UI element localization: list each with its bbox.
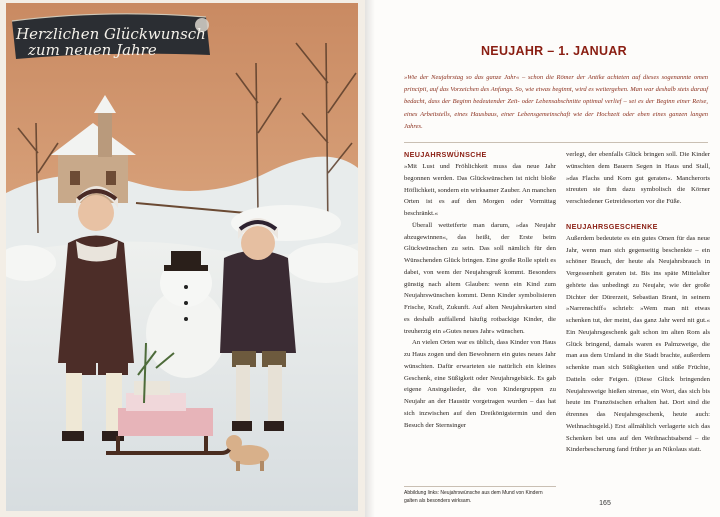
section-heading-neujahrsgeschenke: NEUJAHRSGESCHENKE xyxy=(566,221,658,231)
intro-paragraph: »Wie der Neujahrstag so das ganze Jahr« – schon die Römer der Antike achteten auf dieses sogenannte omen principii, auf das Vorzeichen des Anfangs. So, wie etwas beginnt, wird es weitergehen. Man war deshalb stets darauf bedacht, dass der Beginn bedeutender Zeit- oder Lebensabschnitte optimal verlief – sei es der Beginn einer Reise, eines Arbeitstells, eines Hausbaus, einer Lebensgemeinschaft wie der Hochzeit oder eben eines ganzen langen Jahres. xyxy=(404,74,708,130)
greeting-line-2: zum neuen Jahre xyxy=(28,41,157,59)
caption-divider xyxy=(404,486,556,487)
body-paragraph: Überall wetteiferte man darum, »das Neujahr abzugewinnen«, das heißt, der Erste beim Glückwünschen zu sein. Das soll nämlich für den Wünschenden Glück bringen. Eine große Rolle spielt es dabei, von wem der Neujahrsgruß kommt. Besonders günstig nach altem Glauben: wenn ein Kind zum Neujahrswünschen kommt. Denn Kinder symbolisieren Frische, Kraft, Zukunft. Auf alten Neujahrskarten sind es deshalb auffallend häufig rotbackige Kinder, die treuherzig ein »Gutes neues Jahr« wünschen. xyxy=(404,221,556,335)
greeting-banner xyxy=(12,14,210,59)
figure-caption: Abbildung links: Neujahrswünsche aus dem Mund von Kindern galten als besonders wirksam. xyxy=(404,490,543,504)
body-paragraph: verlegt, der ebenfalls Glück bringen soll. Die Kinder wünschten dem Bauern Segen in Haus und Stall, »das Flachs und Korn gut geraten«. Mancherorts streuten sie ihm dazu symbolisch die Körner verschiedener Getreidesorten vor die Füße. xyxy=(566,151,710,205)
postcard-illustration xyxy=(6,3,358,511)
chapter-title: NEUJAHR – 1. JANUAR xyxy=(480,44,627,59)
page-number: 165 xyxy=(599,500,611,507)
greeting-line-1: Herzlichen Glückwunsch xyxy=(16,25,206,43)
postcard-art xyxy=(6,3,358,511)
intro-divider xyxy=(404,142,708,143)
body-paragraph: An vielen Orten war es üblich, dass Kinder von Haus zu Haus zogen und den Bewohnern ein gutes neues Jahr wünschten. Dafür erwarteten sie natürlich ein kleines Geschenk, eine Süßigkeit oder Neujahrsgebäck. Es gab eigene Ansingelieder, die von Kindergruppen zu Neujahr an der Haustür vorgetragen wurden – das hat sich inzwischen auf den Dreikönigstermin und den Besuch der Sternsinger xyxy=(404,339,556,429)
book-gutter-shadow xyxy=(365,0,375,517)
body-paragraph: »Mit Lust und Fröhlichkeit muss das neue Jahr begonnen werden. Das Glückwünschen ist nicht bloße Höflichkeit, sondern ein wirksamer Zauber. An manchen Orten ist es auf den Morgen oder Vormittag beschränkt.« xyxy=(404,163,556,217)
text-column-left xyxy=(404,149,556,431)
text-column-right xyxy=(566,149,710,456)
body-paragraph: Außerdem bedeutete es ein gutes Omen für das neue Jahr, wenn man sich gegenseitig beschenkte – ein schöner Brauch, der heute als Neujahrsbrauch in Vergessenheit geraten ist. Bis ins späte Mittelalter gehörte das unbedingt zu Neujahr, wie der große Dichter der Dürerzeit, Sebastian Brant, in seinem »Narrenschiff« schrieb: »Wem man nit etwas schenken tut, der meint, das ganz Jahr werd nit gut.« Ein Neujahrsgeschenk galt schon im alten Rom als Glück bringend, damals waren es Palmzweige, die man aus dem Umland in die Stadt brachte, außerdem schenkte man sich Süßigkeiten und süße Früchte, Datteln oder Feigen. (Diese Glück bringenden Neujahrsweige hießen strenae, ein Wort, das sich bis heute im Französischen erhalten hat. Dort sind die étrennes das Neujahrsgeschenk, heute auch: Weihnachtsgeld.) Erst allmählich verlagerte sich das Schenken bei uns auf den Weihnachtsabend – die Kinderbescherung fand früher ja an Nikolaus statt. xyxy=(566,234,710,454)
section-heading-neujahrswuensche: NEUJAHRSWÜNSCHE xyxy=(404,150,487,159)
